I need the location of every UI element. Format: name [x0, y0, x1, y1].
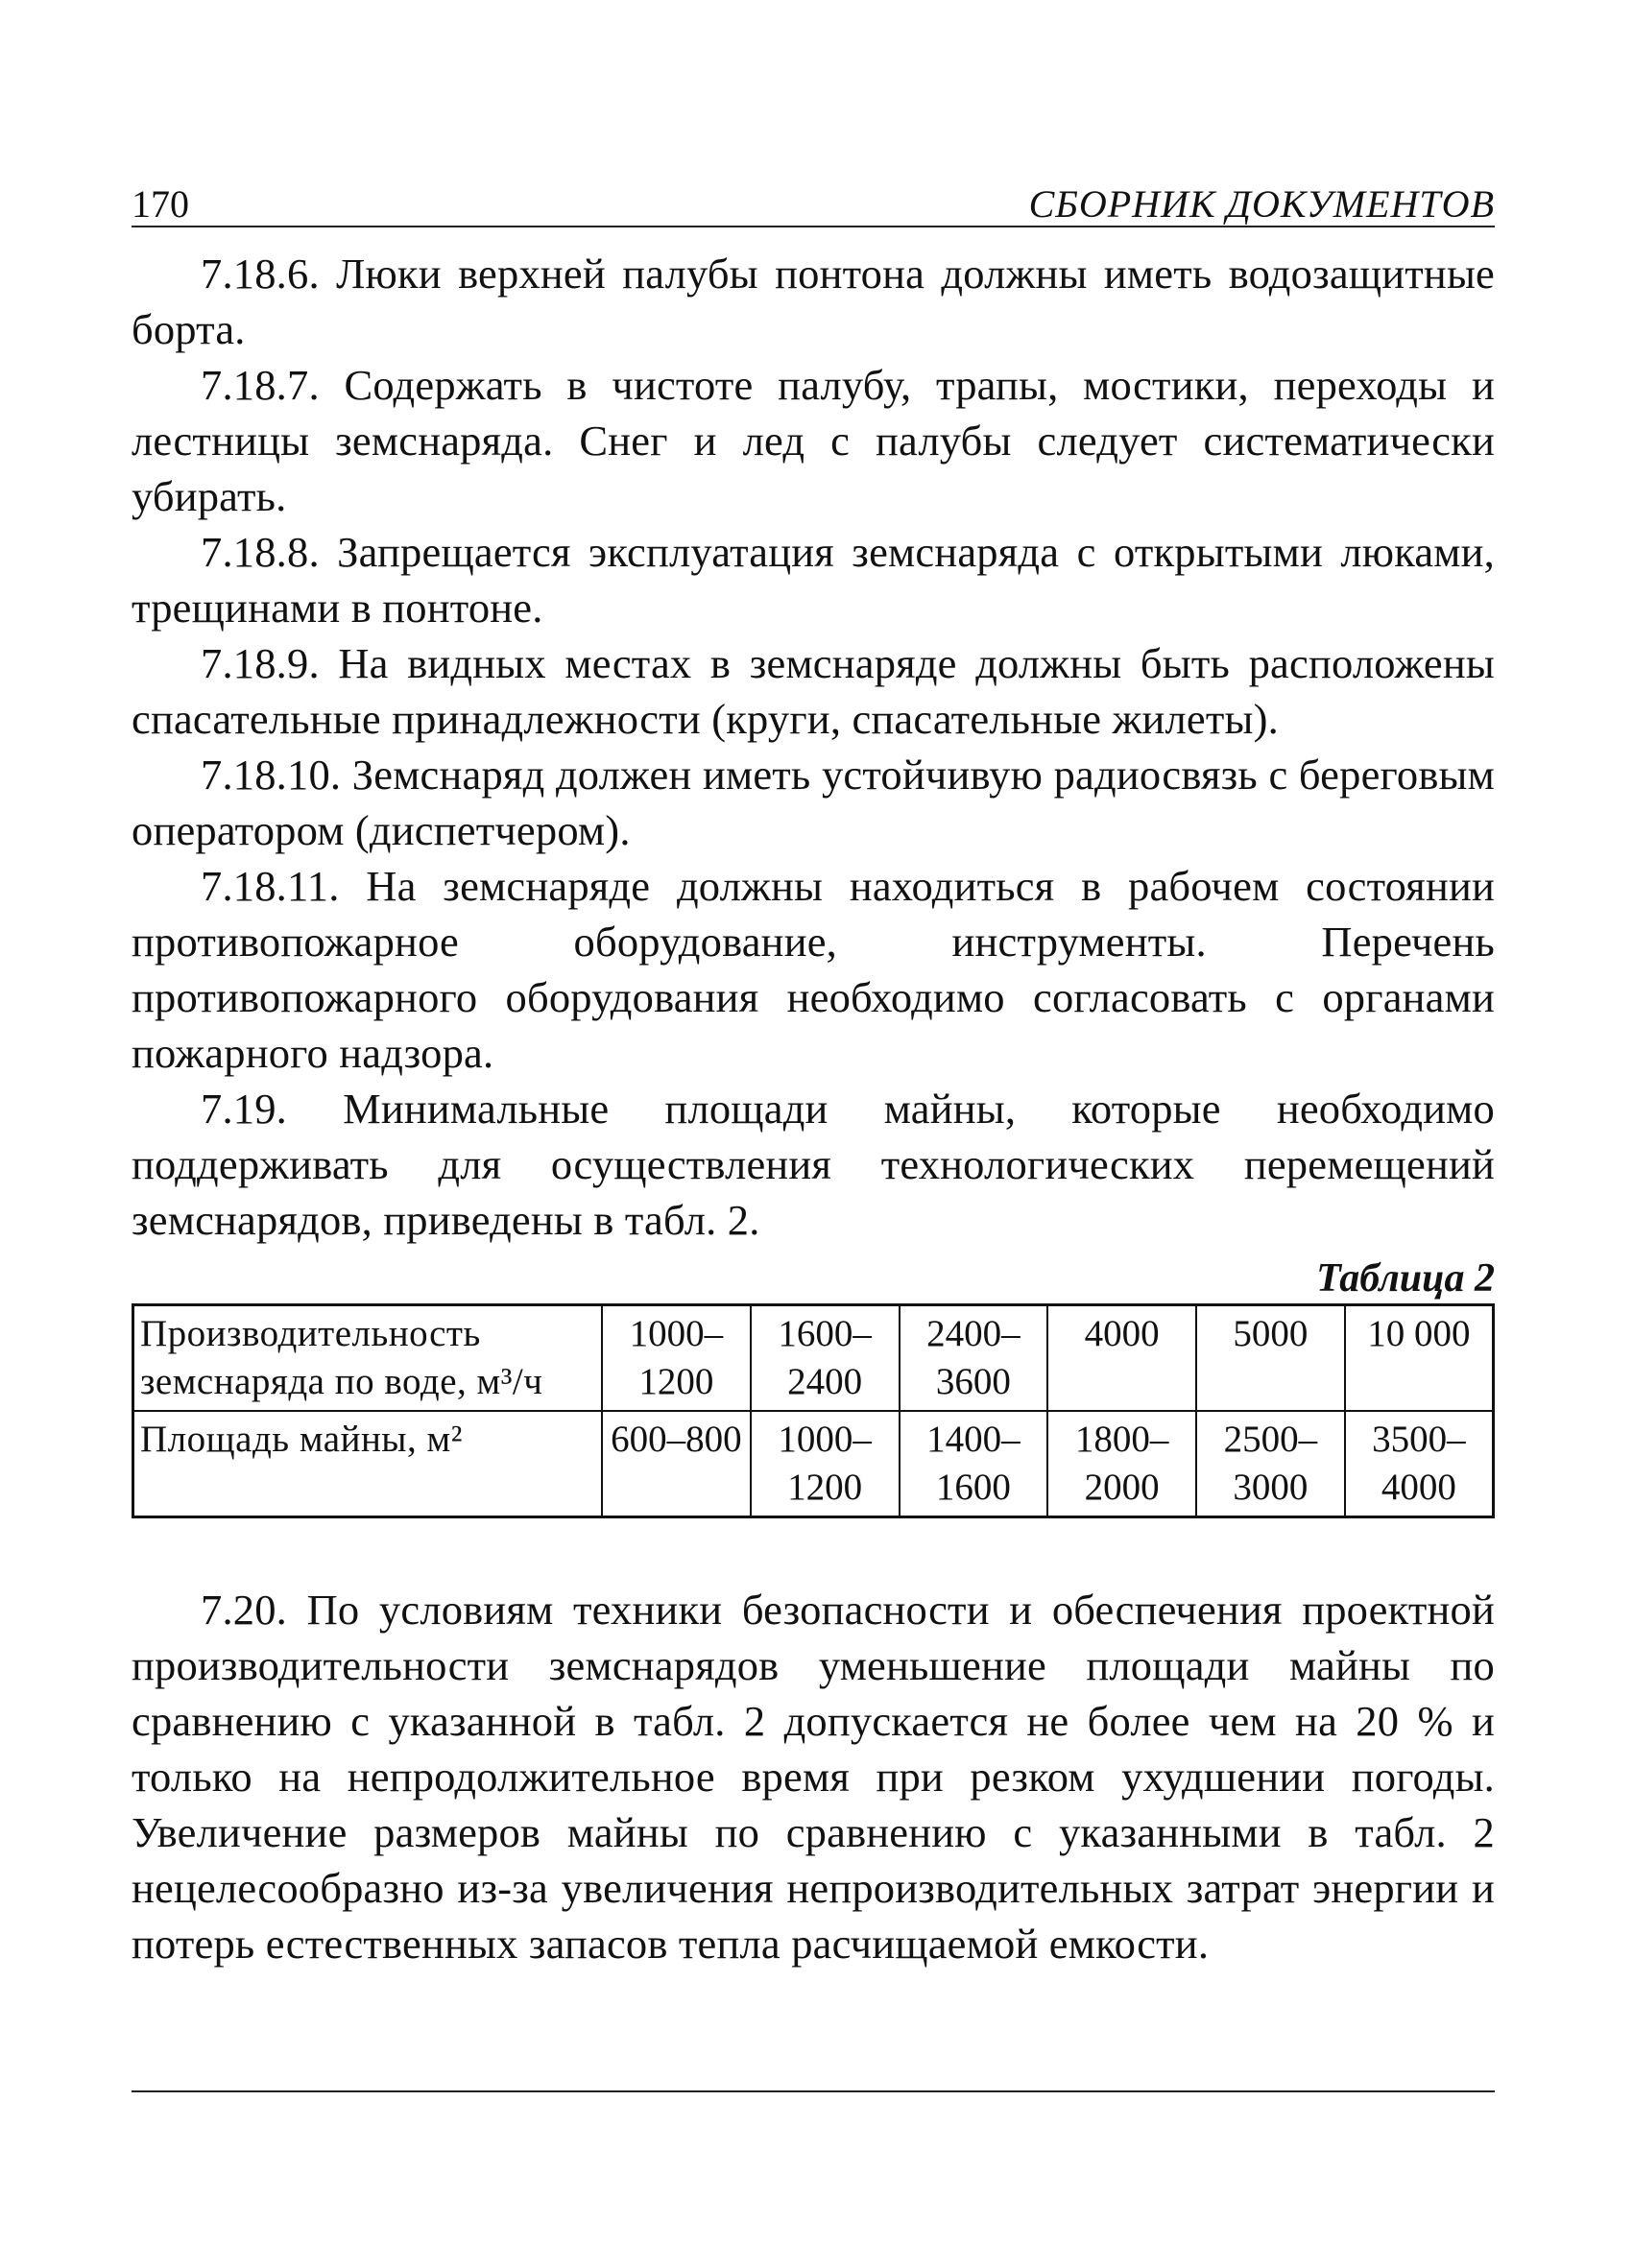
paragraph-7-18-11: 7.18.11. На земснаряде должны находиться в рабочем состоянии противопожарное оборудование, инструменты. Перечень противопожарного оборудования необходимо согласовать с органами пожарного надзора.	[132, 862, 1495, 1077]
table-cell: 1400–1600	[900, 1411, 1048, 1517]
paragraph-7-18-6: 7.18.6. Люки верхней палубы понтона должны иметь водозащитные борта.	[132, 250, 1495, 353]
table-cell: 5000	[1196, 1305, 1345, 1412]
table-cell: 1000–1200	[602, 1305, 751, 1412]
paragraph-7-18-8: 7.18.8. Запрещается эксплуатация земснаряда с открытыми люками, трещинами в понтоне.	[132, 528, 1495, 632]
paragraph-7-18-10: 7.18.10. Земснаряд должен иметь устойчивую радиосвязь с береговым оператором (диспетчером).	[132, 751, 1495, 854]
table-cell: 2400–3600	[900, 1305, 1048, 1412]
paragraph-7-20: 7.20. По условиям техники безопасности и обеспечения проектной производительности земснарядов уменьшение площади майны по сравнению с указанной в табл. 2 допускается не более чем на 20 % и только на непродолжительное время при резком ухудшении погоды. Увеличение размеров майны по сравнению с указанными в табл. 2 нецелесообразно из-за увеличения непроизводительных затрат энергии и потерь естественных запасов тепла расчищаемой емкости.	[132, 1586, 1495, 1968]
table-cell: 3500–4000	[1345, 1411, 1494, 1517]
table-cell: 600–800	[602, 1411, 751, 1517]
row-header-productivity: Производительность земснаряда по воде, м³/ч	[133, 1305, 603, 1412]
document-body	[132, 246, 1495, 1971]
bottom-rule	[132, 2090, 1495, 2092]
page-number: 170	[132, 182, 189, 226]
table-cell: 1800–2000	[1047, 1411, 1196, 1517]
table-cell: 1600–2400	[751, 1305, 900, 1412]
table-row-area	[133, 1411, 1494, 1517]
table-cell: 1000–1200	[751, 1411, 900, 1517]
row-header-area: Площадь майны, м²	[133, 1411, 603, 1517]
running-title: СБОРНИК ДОКУМЕНТОВ	[1028, 182, 1495, 226]
table-caption: Таблица 2	[1316, 1256, 1495, 1301]
paragraph-7-19: 7.19. Минимальные площади майны, которые необходимо поддерживать для осуществления технологических перемещений земснарядов, приведены в табл. 2.	[132, 1085, 1495, 1244]
page-header	[132, 178, 1495, 227]
table-cell: 4000	[1047, 1305, 1196, 1412]
paragraph-7-18-9: 7.18.9. На видных местах в земснаряде должны быть расположены спасательные принадлежности (круги, спасательные жилеты).	[132, 639, 1495, 743]
dredge-area-table	[132, 1303, 1495, 1518]
table-row-productivity	[133, 1305, 1494, 1412]
table-cell: 10 000	[1345, 1305, 1494, 1412]
table-cell: 2500–3000	[1196, 1411, 1345, 1517]
paragraph-7-18-7: 7.18.7. Содержать в чистоте палубу, трапы, мостики, переходы и лестницы земснаряда. Снег и лед с палубы следует систематически убирать.	[132, 361, 1495, 520]
